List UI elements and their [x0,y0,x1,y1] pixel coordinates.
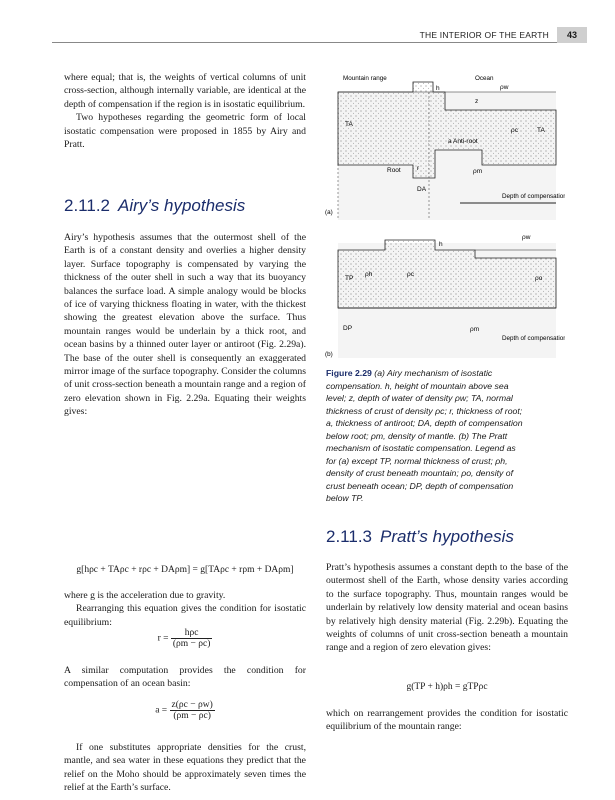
label-rho-c: ρc [407,271,414,278]
paragraph: A similar computation provides the condition for compensation of an ocean basin: [64,665,306,690]
eq-lhs: a = [155,705,168,716]
paragraph: Pratt’s hypothesis assumes a constant depth to the base of the outermost shell of the Earth, whose density varies according to the surface topography. Thus, mountain ranges would be underlain by relatively low density material and ocean basins by relatively high density material (Fig. 2.29b). Equating the weights of columns of unit cross-section beneath a mountain range and a region of zero elevation gives: [326,562,568,654]
right-pratt-text [326,561,568,655]
figure-caption [326,367,526,505]
equation-airy-balance: g[hρc + TAρc + rρc + DAρm] = g[TAρc + rρm + DAρm] [76,565,294,575]
section-number: 2.11.3 [326,527,373,546]
left-ocean-text [64,664,306,691]
label-DA: DA [417,186,427,193]
paragraph: where equal; that is, the weights of vertical columns of unit cross-section, although internally variable, are identical at the depth of compensation if the region is in isostatic equilibrium. [64,72,306,110]
label-h: h [439,241,443,248]
fraction [170,700,215,721]
page-number: 43 [557,27,587,43]
label-rho-m: ρm [470,326,480,333]
label-depth-a: Depth of compensation [502,193,565,200]
label-ocean: Ocean [475,75,494,82]
caption-text: (a) Airy mechanism of isostatic compensation. h, height of mountain above sea level; z, depth of water of density ρw; TA, normal thickness of crust of density ρc; r, thickness of root; a, thickness of antiroot; DA, depth of compensation below root; ρm, density of mantle. (b) The Pratt mechanism of isostatic compensation. Legend as for (a) except TP, normal thickness of crust; ρh, density of crust beneath mountain; ρo, density of crust beneath ocean; DP, depth of compensation below TP. [326,368,523,503]
label-rho-h: ρh [365,271,373,278]
label-mountain: Mountain range [343,75,387,82]
label-TA-right: TA [537,127,545,134]
paragraph: Two hypotheses regarding the geometric form of local isostatic compensation were proposed in 1855 by Airy and Pratt. [64,112,306,151]
label-rho-o: ρo [535,275,543,282]
label-rho-w: ρw [522,234,531,241]
label-depth-b: Depth of compensation [502,335,565,342]
equation-root [64,628,306,649]
running-head: THE INTERIOR OF THE EARTH [419,30,549,40]
fraction [171,628,213,649]
label-rho-c-ocean: ρc [511,127,518,134]
label-panel-b: (b) [325,351,333,358]
airy-diagram [325,70,565,220]
label-DP: DP [343,325,353,332]
equation-pratt: g(TP + h)ρh = gTPρc [406,682,488,692]
section-number: 2.11.2 [64,196,111,215]
page-header [0,30,615,44]
section-heading-pratt [326,527,514,547]
section-title: Airy’s hypothesis [118,196,246,215]
caption-label: Figure 2.29 [326,368,372,378]
paragraph: Rearranging this equation gives the condition for isostatic equilibrium: [64,603,306,628]
label-rho-m: ρm [473,168,483,175]
label-panel-a: (a) [325,209,333,216]
section-heading-airy [64,196,245,216]
label-z: z [475,98,479,105]
left-conclusion [64,741,306,795]
label-h: h [436,85,440,92]
label-rho-w: ρw [500,84,509,91]
pratt-diagram [325,228,565,358]
left-after-eq [64,589,306,629]
equation-antiroot [64,700,306,721]
paragraph: Airy’s hypothesis assumes that the outermost shell of the Earth is of a constant density and overlies a higher density layer. Surface topography is compensated by varying the thickness of the outer shell in such a way that its buoyancy balances the surface load. A simple analogy would be blocks of ice of varying thickness floating in water, with the thickest showing the greatest elevation above the surface. Thus mountain ranges would be underlain by a thick root, and ocean basins by a thinned outer layer or antiroot (Fig. 2.29a). The base of the outer shell is consequently an exaggerated mirror image of the surface topography. Consider the columns of unit cross-section beneath a mountain range and a region of zero elevation shown in Fig. 2.29a. Equating their weights gives: [64,232,306,418]
numerator: z(ρc − ρw) [171,700,213,710]
left-intro [64,71,306,151]
label-TP: TP [345,275,354,282]
paragraph: If one substitutes appropriate densities for the crust, mantle, and sea water in these equations they predict that the relief on the Moho should be approximately seven times the relief at the Earth’s surface. [64,742,306,794]
paragraph: where g is the acceleration due to gravity. [64,590,226,601]
numerator: hρc [171,628,213,639]
section-title: Pratt’s hypothesis [380,527,514,546]
paragraph: which on rearrangement provides the condition for isostatic equilibrium of the mountain range: [326,708,568,733]
left-airy-text [64,231,306,419]
label-antiroot: a Anti-root [448,138,478,145]
header-rule [52,42,557,43]
figure-2-29b [325,228,565,363]
denominator: (ρm − ρc) [173,711,211,721]
label-TA-left: TA [345,121,353,128]
label-root: Root [387,167,401,174]
figure-2-29a [325,70,565,225]
eq-lhs: r = [157,633,169,644]
denominator: (ρm − ρc) [172,639,211,649]
right-conclusion [326,707,568,734]
label-r: r [417,165,420,172]
